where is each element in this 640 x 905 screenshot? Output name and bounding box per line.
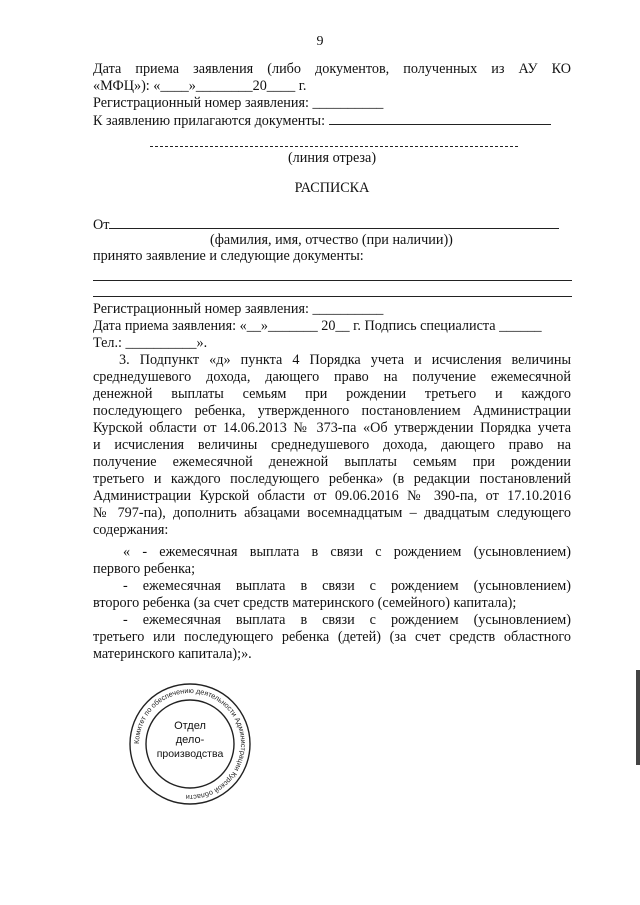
paragraph-line: содержания: bbox=[93, 522, 169, 538]
registration-number-line: Регистрационный номер заявления: __________ bbox=[93, 95, 384, 111]
bullet-line: - ежемесячная выплата в связи с рождением (усыновлением) bbox=[123, 612, 571, 628]
stamp-line-2: дело- bbox=[175, 734, 205, 746]
bullet-line: второго ребенка (за счет средств материнского (семейного) капитала); bbox=[93, 595, 517, 611]
paragraph-line: № 797-па), дополнить абзацами восемнадцатым – двадцатым следующего bbox=[93, 505, 571, 521]
accepted-line: принято заявление и следующие документы: bbox=[93, 248, 364, 264]
documents-line-2 bbox=[93, 296, 572, 297]
stamp-ring-text: Комитет по обеспечению деятельности Администрации Курской области bbox=[131, 685, 249, 803]
paragraph-line: последующего ребенка, утвержденного постановлением Администрации bbox=[93, 403, 571, 419]
bullet-line: третьего или последующего ребенка (детей) (за счет средств областного bbox=[93, 629, 571, 645]
paragraph-line: среднедушевого дохода, дающего право на получение ежемесячной bbox=[93, 369, 571, 385]
from-label: От bbox=[93, 217, 110, 233]
bullet-line: первого ребенка; bbox=[93, 561, 196, 577]
receipt-title: РАСПИСКА bbox=[294, 180, 370, 196]
paragraph-line: Администрации Курской области от 09.06.2016 № 390-па, от 17.10.2016 bbox=[93, 488, 571, 504]
bullet-line: - ежемесячная выплата в связи с рождением (усыновлением) bbox=[123, 578, 571, 594]
paragraph-line: 3. Подпункт «д» пункта 4 Порядка учета и исчисления величины bbox=[119, 352, 571, 368]
attached-documents-line bbox=[93, 112, 571, 130]
cut-line-caption: (линия отреза) bbox=[287, 150, 377, 166]
cut-line bbox=[150, 146, 518, 147]
application-date-line: Дата приема заявления (либо документов, полученных из АУ КО bbox=[93, 61, 571, 77]
receipt-reg-number: Регистрационный номер заявления: __________ bbox=[93, 301, 384, 317]
paragraph-line: третьего и каждого последующего ребенка» (в редакции постановлений bbox=[93, 471, 571, 487]
attached-documents-blank bbox=[329, 112, 551, 125]
office-stamp bbox=[128, 682, 252, 806]
paragraph-line: получение ежемесячной денежной выплаты семьям при рождении bbox=[93, 454, 571, 470]
receipt-date-signature: Дата приема заявления: «__»_______ 20__ г. Подпись специалиста ______ bbox=[93, 318, 542, 334]
attached-documents-label: К заявлению прилагаются документы: bbox=[93, 113, 329, 129]
bullet-line: материнского капитала);». bbox=[93, 646, 252, 662]
from-blank bbox=[109, 216, 559, 229]
page-number: 9 bbox=[316, 34, 324, 49]
stamp-line-1: Отдел bbox=[174, 720, 206, 732]
name-caption: (фамилия, имя, отчество (при наличии)) bbox=[210, 232, 453, 248]
paragraph-line: Курской области от 14.06.2013 № 373-па «Об утверждении Порядка учета bbox=[93, 420, 571, 436]
paragraph-line: денежной выплаты семьям при рождении третьего и каждого bbox=[93, 386, 571, 402]
receipt-tel: Тел.: __________». bbox=[93, 335, 208, 351]
paragraph-line: и исчисления величины среднедушевого дохода, дающего право на bbox=[93, 437, 571, 453]
mfc-date-line: «МФЦ»): «____»________20____ г. bbox=[93, 78, 307, 94]
bullet-line: « - ежемесячная выплата в связи с рождением (усыновлением) bbox=[123, 544, 571, 560]
stamp-line-3: производства bbox=[156, 748, 224, 760]
scan-edge-mark bbox=[636, 670, 640, 765]
documents-line-1 bbox=[93, 280, 572, 281]
